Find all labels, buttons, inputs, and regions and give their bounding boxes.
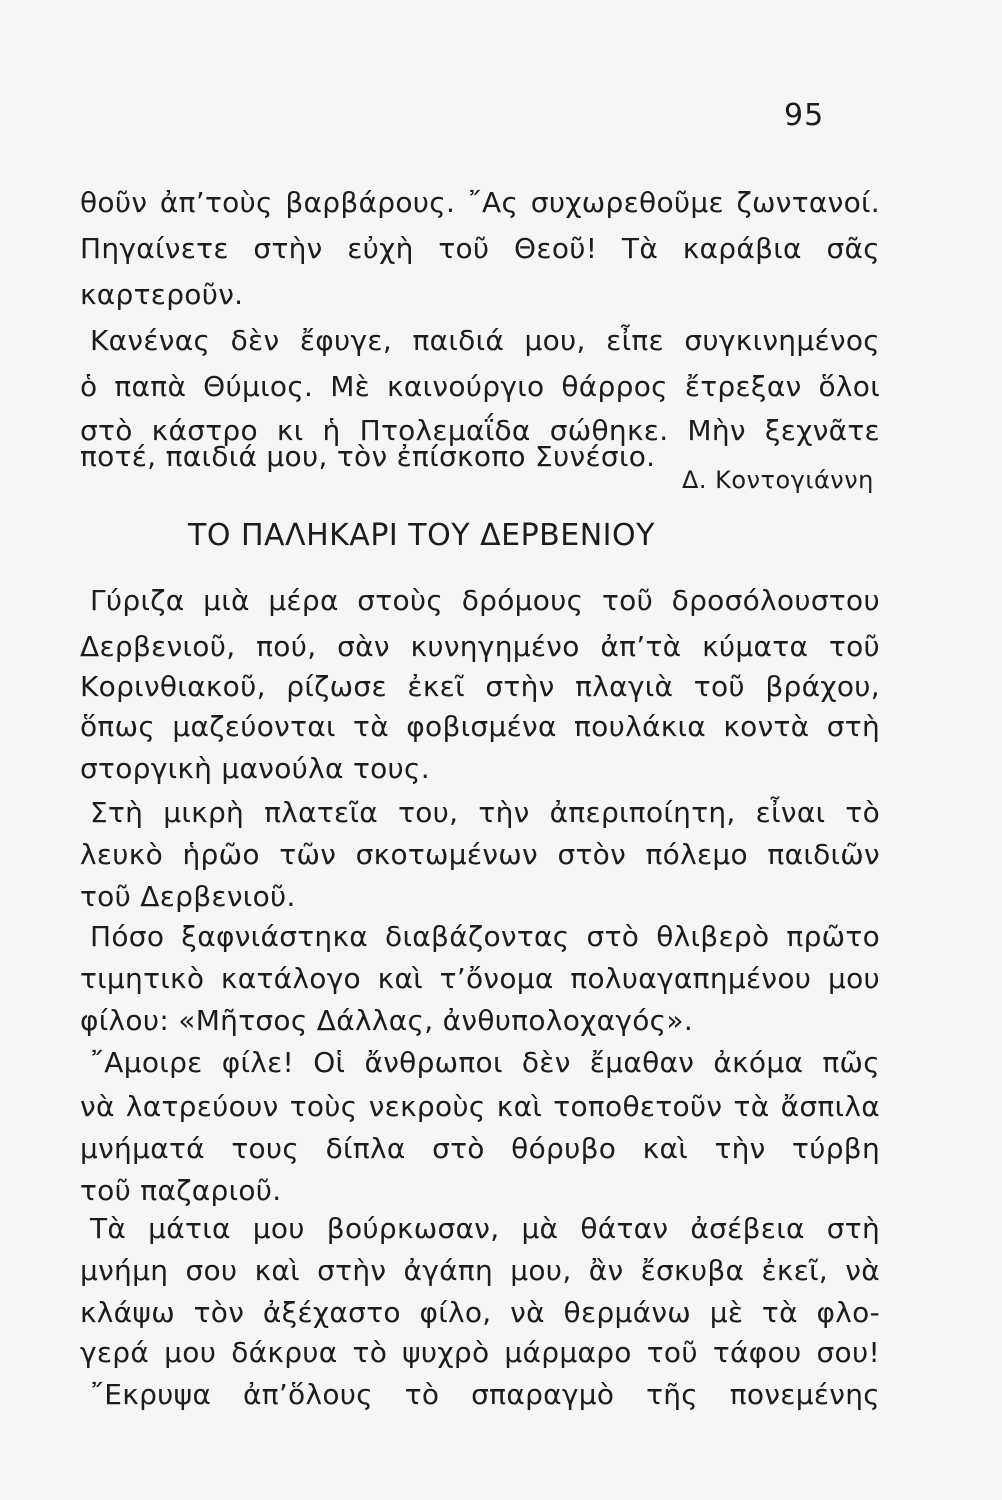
text-line: ῎Αμοιρε φίλε! Οἱ ἄνθρωποι δὲν ἔμαθαν ἀκόμα πῶς [90, 1046, 880, 1079]
section-heading: ΤΟ ΠΑΛΗΚΑΡΙ ΤΟΥ ΔΕΡΒΕΝΙΟΥ [188, 518, 655, 553]
text-line: θοῦν ἀπ’τοὺς βαρβάρους. ῎Ας συχωρεθοῦμε ζωντανοί. [80, 186, 880, 219]
text-line: ῎Εκρυψα ἀπ’ὅλους τὸ σπαραγμὸ τῆς πονεμένης [90, 1378, 880, 1411]
text-line: Κανένας δὲν ἔφυγε, παιδιά μου, εἶπε συγκινημένος [90, 324, 880, 357]
text-line: μνήματά τους δίπλα στὸ θόρυβο καὶ τὴν τύρβη [80, 1132, 880, 1165]
text-line: τοῦ Δερβενιοῦ. [80, 880, 296, 913]
text-line: Πηγαίνετε στὴν εὐχὴ τοῦ Θεοῦ! Τὰ καράβια σᾶς [80, 232, 880, 265]
page-number: 95 [784, 98, 825, 133]
text-line: γερά μου δάκρυα τὸ ψυχρὸ μάρμαρο τοῦ τάφου σου! [80, 1336, 880, 1369]
text-line: καρτεροῦν. [80, 278, 244, 311]
author-signature: Δ. Κοντογιάννη [682, 466, 874, 494]
text-line: ὅπως μαζεύονται τὰ φοβισμένα πουλάκια κοντὰ στὴ [80, 710, 880, 743]
text-line: Γύριζα μιὰ μέρα στοὺς δρόμους τοῦ δροσόλουστου [90, 584, 880, 617]
text-line: στοργικὴ μανούλα τους. [80, 752, 430, 785]
text-line: νὰ λατρεύουν τοὺς νεκροὺς καὶ τοποθετοῦν τὰ ἄσπιλα [80, 1090, 880, 1123]
text-line: κλάψω τὸν ἀξέχαστο φίλο, νὰ θερμάνω μὲ τὰ φλο- [80, 1296, 880, 1329]
text-line: φίλου: «Μῆτσος Δάλλας, ἀνθυπολοχαγός». [80, 1004, 694, 1037]
text-line: Τὰ μάτια μου βούρκωσαν, μὰ θάταν ἀσέβεια στὴ [90, 1212, 880, 1245]
text-line: τιμητικὸ κατάλογο καὶ τ’ὄνομα πολυαγαπημένου μου [80, 962, 880, 995]
text-line: Στὴ μικρὴ πλατεῖα του, τὴν ἀπεριποίητη, εἶναι τὸ [90, 796, 880, 829]
text-line: Κορινθιακοῦ, ρίζωσε ἐκεῖ στὴν πλαγιὰ τοῦ βράχου, [80, 670, 880, 703]
text-line: ποτέ, παιδιά μου, τὸν ἐπίσκοπο Συνέσιο. [80, 440, 656, 473]
text-line: στὸ κάστρο κι ἡ Πτολεμαΐδα σώθηκε. Μὴν ξεχνᾶτε [80, 414, 880, 447]
text-line: τοῦ παζαριοῦ. [80, 1174, 282, 1207]
text-line: Δερβενιοῦ, πού, σὰν κυνηγημένο ἀπ’τὰ κύματα τοῦ [80, 630, 880, 663]
text-line: ὁ παπὰ Θύμιος. Μὲ καινούργιο θάρρος ἔτρεξαν ὅλοι [80, 370, 880, 403]
text-line: Πόσο ξαφνιάστηκα διαβάζοντας στὸ θλιβερὸ πρῶτο [90, 920, 880, 953]
text-line: μνήμη σου καὶ στὴν ἀγάπη μου, ἂν ἔσκυβα ἐκεῖ, νὰ [80, 1254, 880, 1287]
text-line: λευκὸ ἡρῶο τῶν σκοτωμένων στὸν πόλεμο παιδιῶν [80, 838, 880, 871]
